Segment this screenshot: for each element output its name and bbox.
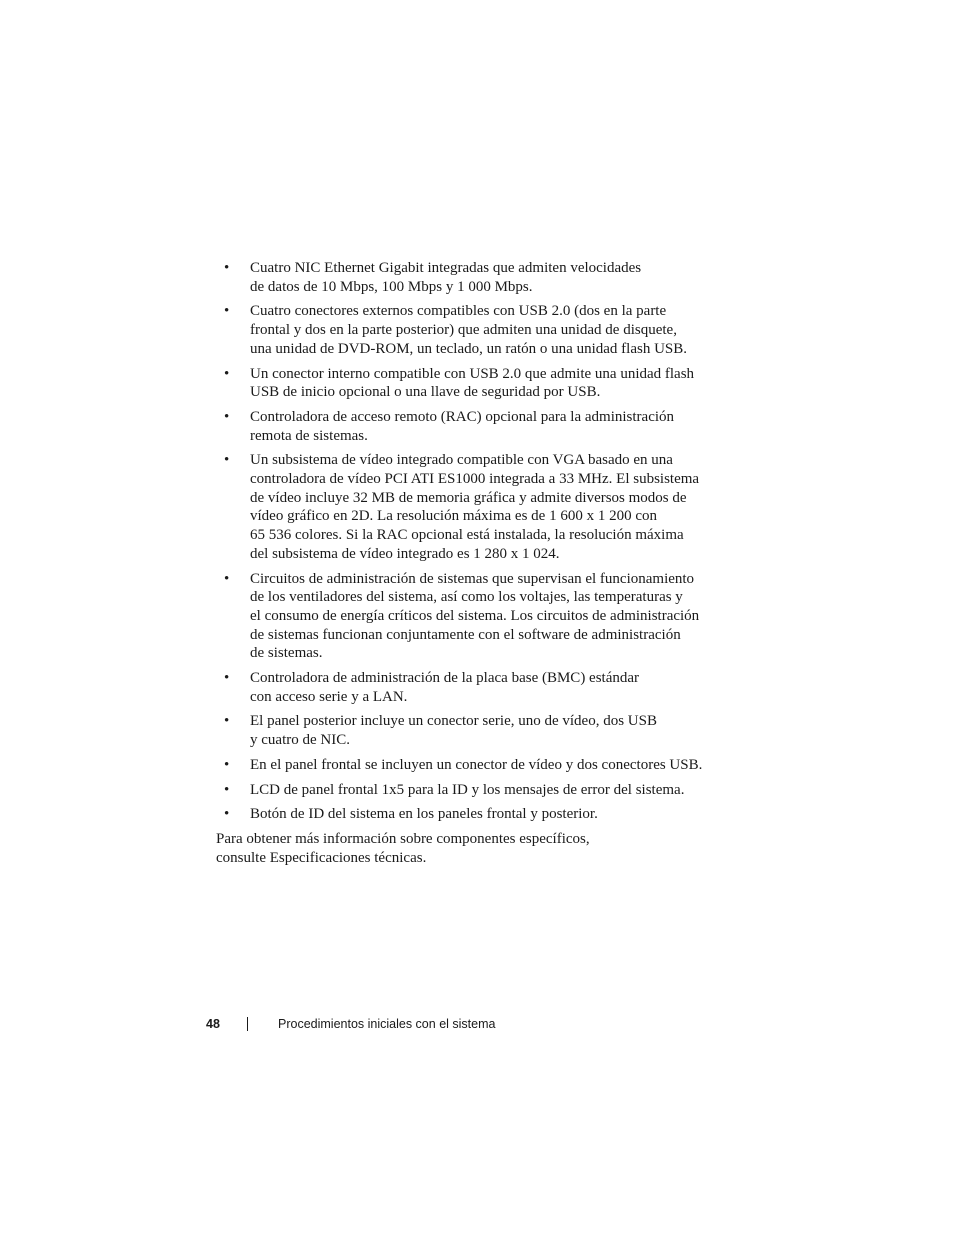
list-item xyxy=(216,669,726,706)
list-item-text: Un subsistema de vídeo integrado compatible con VGA basado en una controladora de vídeo PCI ATI ES1000 integrada a 33 MHz. El subsistema de vídeo incluye 32 MB de memoria gráfica y admite diversos modos de vídeo gráfico en 2D. La resolución máxima es de 1 600 x 1 200 con 65 536 colores. Si la RAC opcional está instalada, la resolución máxima del subsistema de vídeo integrado es 1 280 x 1 024. xyxy=(250,452,700,562)
list-item-text: Controladora de acceso remoto (RAC) opcional para la administración remota de sistemas. xyxy=(250,408,675,444)
list-item xyxy=(216,570,726,664)
feature-list xyxy=(216,259,726,824)
footer-separator xyxy=(247,1017,248,1031)
bullet-icon: • xyxy=(224,756,230,773)
bullet-icon: • xyxy=(224,570,230,587)
bullet-icon: • xyxy=(224,408,230,425)
bullet-icon: • xyxy=(224,303,230,320)
list-item-text: Controladora de administración de la placa base (BMC) estándar con acceso serie y a LAN. xyxy=(250,670,640,705)
list-item-text: El panel posterior incluye un conector serie, uno de vídeo, dos USB y cuatro de NIC. xyxy=(250,713,657,749)
list-item xyxy=(216,805,726,824)
list-item xyxy=(216,365,726,402)
bullet-icon: • xyxy=(224,452,230,469)
list-item xyxy=(216,408,726,445)
page-footer xyxy=(0,1015,954,1035)
list-item-text: Cuatro NIC Ethernet Gigabit integradas que admiten velocidades de datos de 10 Mbps, 100 Mbps y 1 000 Mbps. xyxy=(250,260,642,295)
list-item-text: LCD de panel frontal 1x5 para la ID y los mensajes de error del sistema. xyxy=(250,781,685,798)
footer-chapter-title: Procedimientos iniciales con el sistema xyxy=(278,1017,496,1031)
list-item xyxy=(216,712,726,749)
list-item xyxy=(216,781,726,800)
bullet-icon: • xyxy=(224,781,230,798)
closing-paragraph: Para obtener más información sobre componentes específicos, consulte Especificaciones técnicas. xyxy=(216,830,590,866)
bullet-icon: • xyxy=(224,670,230,687)
list-item-text: Cuatro conectores externos compatibles con USB 2.0 (dos en la parte frontal y dos en la parte posterior) que admiten una unidad de disquete, una unidad de DVD-ROM, un teclado, un ratón o una unidad flash USB. xyxy=(250,303,688,357)
bullet-icon: • xyxy=(224,806,230,823)
list-item-text: En el panel frontal se incluyen un conector de vídeo y dos conectores USB. xyxy=(250,756,703,773)
list-item xyxy=(216,451,726,563)
list-item xyxy=(216,756,726,775)
bullet-icon: • xyxy=(224,365,230,382)
bullet-icon: • xyxy=(224,260,230,276)
list-item xyxy=(216,259,726,296)
page-number: 48 xyxy=(206,1017,220,1031)
bullet-icon: • xyxy=(224,713,230,730)
list-item-text: Un conector interno compatible con USB 2.0 que admite una unidad flash USB de inicio opcional o una llave de seguridad por USB. xyxy=(250,365,695,401)
list-item-text: Circuitos de administración de sistemas que supervisan el funcionamiento de los ventiladores del sistema, así como los voltajes, las temperaturas y el consumo de energía críticos del sistema. Los circuitos de administración de sistemas funcionan conjuntamente con el software de administración de sistemas. xyxy=(250,570,700,662)
list-item xyxy=(216,302,726,358)
document-body xyxy=(216,259,726,867)
list-item-text: Botón de ID del sistema en los paneles frontal y posterior. xyxy=(250,806,598,823)
